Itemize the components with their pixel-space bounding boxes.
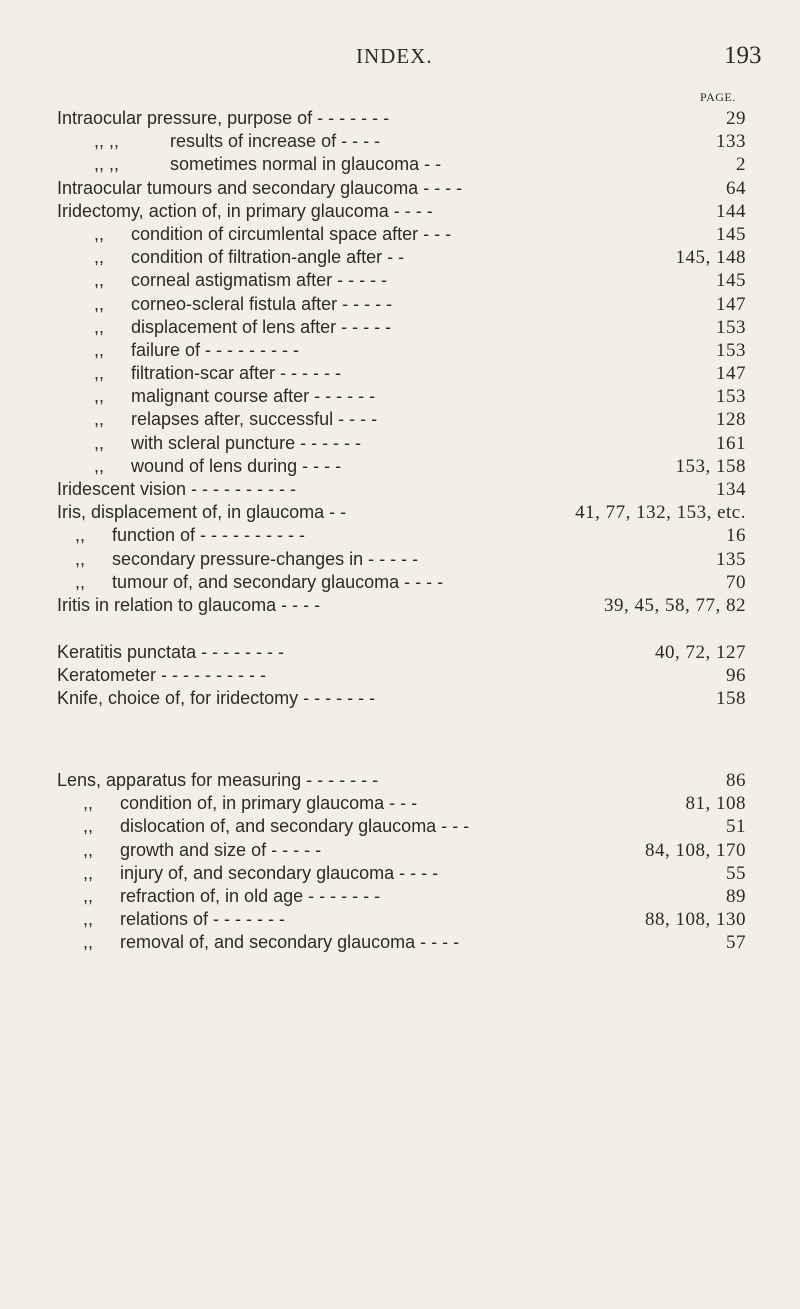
ditto-mark: ,, (94, 270, 105, 291)
index-entry (0, 223, 800, 246)
page-reference: 29 (726, 108, 746, 129)
index-section-l (0, 769, 800, 955)
page-reference: 134 (716, 479, 746, 500)
index-entry (0, 269, 800, 292)
page-reference: 39, 45, 58, 77, 82 (604, 594, 746, 616)
entry-subheading: results of increase of - - - - (170, 131, 381, 152)
running-head (0, 0, 800, 70)
index-entry (0, 815, 800, 838)
ditto-mark: ,, ,, (94, 131, 120, 152)
entry-subheading: tumour of, and secondary glaucoma - - - - (112, 571, 444, 592)
index-entry (0, 362, 800, 385)
page-reference: 41, 77, 132, 153, etc. (575, 502, 746, 524)
entry-subheading: corneal astigmatism after - - - - - (131, 270, 388, 291)
page-reference: 88, 108, 130 (645, 909, 746, 931)
entry-subheading: dislocation of, and secondary glaucoma - - - (120, 816, 470, 837)
index-entry (0, 316, 800, 339)
page-reference: 145 (716, 270, 746, 292)
entry-subheading: condition of circumlental space after - - - (131, 223, 452, 244)
entry-subheading: relations of - - - - - - - (120, 909, 286, 930)
entry-subheading: relapses after, successful - - - - (131, 409, 378, 430)
index-entry (0, 385, 800, 408)
page-reference: 145 (716, 223, 746, 245)
ditto-mark: ,, (75, 571, 86, 592)
entry-subheading: corneo-scleral fistula after - - - - - (131, 293, 393, 314)
ditto-mark: ,, (94, 223, 105, 244)
index-entry (0, 478, 800, 501)
page-reference: 84, 108, 170 (645, 839, 746, 861)
index-entry (0, 177, 800, 200)
ditto-mark: ,, (94, 247, 105, 268)
index-entry (0, 524, 800, 547)
index-entry (0, 664, 800, 687)
page-reference: 161 (716, 432, 746, 454)
entry-heading: Keratometer - - - - - - - - - - (57, 665, 266, 686)
index-section-i (0, 107, 800, 617)
index-entry (0, 339, 800, 362)
entry-heading: Iridectomy, action of, in primary glaucoma - - - - (57, 200, 433, 221)
page-reference: 55 (726, 862, 746, 884)
ditto-mark: ,, (94, 339, 105, 360)
page-reference: 153 (716, 339, 746, 361)
ditto-mark: ,, (83, 839, 94, 860)
page-reference: 144 (716, 200, 746, 222)
page-reference: 135 (716, 548, 746, 570)
index-entry (0, 130, 800, 153)
page-title: INDEX. (356, 44, 433, 68)
entry-subheading: filtration-scar after - - - - - - (131, 363, 342, 384)
page-column-label: PAGE. (700, 90, 736, 104)
page-reference: 147 (716, 363, 746, 385)
entry-heading: Knife, choice of, for iridectomy - - - - - - - (57, 688, 376, 709)
index-entry (0, 908, 800, 931)
index-entry (0, 862, 800, 885)
index-entry (0, 548, 800, 571)
page-reference: 51 (726, 816, 746, 838)
ditto-mark: ,, (94, 409, 105, 430)
index-entry (0, 931, 800, 954)
ditto-mark: ,, ,, (94, 154, 120, 175)
index-entry (0, 769, 800, 792)
ditto-mark: ,, (94, 293, 105, 314)
page-reference: 153, 158 (675, 455, 746, 477)
entry-heading: Intraocular tumours and secondary glaucoma - - - - (57, 177, 463, 198)
index-entry (0, 501, 800, 524)
index-entry (0, 200, 800, 223)
entry-heading: Iridescent vision - - - - - - - - - - (57, 479, 297, 499)
index-entry (0, 107, 800, 130)
entry-subheading: failure of - - - - - - - - - (131, 339, 299, 360)
page-reference: 153 (716, 386, 746, 408)
index-entry (0, 408, 800, 431)
ditto-mark: ,, (75, 525, 86, 546)
index-entry (0, 571, 800, 594)
entry-subheading: condition of, in primary glaucoma - - - (120, 793, 418, 814)
entry-subheading: removal of, and secondary glaucoma - - - - (120, 932, 460, 953)
entry-subheading: growth and size of - - - - - (120, 839, 322, 860)
page-reference: 89 (726, 885, 746, 907)
ditto-mark: ,, (94, 386, 105, 407)
index-section-k (0, 641, 800, 711)
ditto-mark: ,, (83, 816, 94, 837)
index-entry (0, 641, 800, 664)
ditto-mark: ,, (75, 548, 86, 569)
entry-subheading: secondary pressure-changes in - - - - - (112, 548, 419, 569)
index-entry (0, 246, 800, 269)
page-reference: 133 (716, 131, 746, 153)
index-entry (0, 839, 800, 862)
ditto-mark: ,, (83, 885, 94, 906)
entry-subheading: displacement of lens after - - - - - (131, 316, 392, 337)
entry-subheading: condition of filtration-angle after - - (131, 247, 405, 268)
entry-heading: Lens, apparatus for measuring - - - - - - - (57, 770, 379, 790)
page-reference: 128 (716, 409, 746, 431)
page-reference: 145, 148 (675, 247, 746, 269)
entry-subheading: sometimes normal in glaucoma - - (170, 154, 442, 175)
page-reference: 40, 72, 127 (655, 642, 746, 663)
index-entry (0, 153, 800, 176)
index-entry (0, 885, 800, 908)
ditto-mark: ,, (83, 793, 94, 814)
page-reference: 153 (716, 316, 746, 338)
ditto-mark: ,, (83, 932, 94, 953)
page-reference: 81, 108 (685, 793, 746, 815)
index-entry (0, 687, 800, 710)
page-reference: 2 (736, 154, 746, 176)
ditto-mark: ,, (83, 909, 94, 930)
index-entry (0, 432, 800, 455)
entry-heading: Intraocular pressure, purpose of - - - - - - - (57, 108, 390, 128)
page-reference: 57 (726, 932, 746, 954)
page-number: 193 (724, 42, 762, 69)
entry-subheading: wound of lens during - - - - (131, 455, 342, 476)
entry-heading: Iritis in relation to glaucoma - - - - (57, 594, 321, 615)
page-reference: 86 (726, 770, 746, 791)
page-reference: 70 (726, 571, 746, 593)
index-entry (0, 455, 800, 478)
ditto-mark: ,, (94, 363, 105, 384)
page-reference: 16 (726, 525, 746, 547)
entry-subheading: with scleral puncture - - - - - - (131, 432, 362, 453)
index-entry (0, 594, 800, 617)
ditto-mark: ,, (94, 455, 105, 476)
ditto-mark: ,, (94, 432, 105, 453)
index-entry (0, 293, 800, 316)
entry-heading: Iris, displacement of, in glaucoma - - (57, 502, 347, 523)
index-entry (0, 792, 800, 815)
entry-subheading: refraction of, in old age - - - - - - - (120, 885, 381, 906)
page-reference: 158 (716, 688, 746, 710)
entry-subheading: injury of, and secondary glaucoma - - - - (120, 862, 439, 883)
entry-heading: Keratitis punctata - - - - - - - - (57, 642, 285, 662)
page-reference: 96 (726, 665, 746, 687)
entry-subheading: malignant course after - - - - - - (131, 386, 376, 407)
ditto-mark: ,, (94, 316, 105, 337)
page-reference: 64 (726, 177, 746, 199)
ditto-mark: ,, (83, 862, 94, 883)
page-reference: 147 (716, 293, 746, 315)
entry-subheading: function of - - - - - - - - - - (112, 525, 306, 546)
